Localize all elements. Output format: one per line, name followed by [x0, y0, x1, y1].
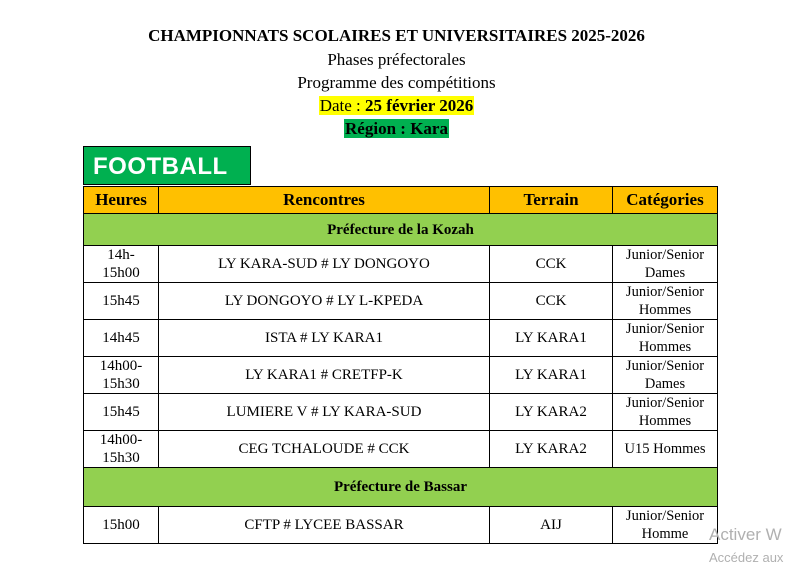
col-header-heures: Heures	[84, 187, 159, 214]
match-cell: LY DONGOYO # LY L-KPEDA	[159, 283, 490, 320]
date-value: 25 février 2026	[365, 96, 474, 115]
phase-subtitle: Phases préfectorales	[327, 50, 466, 69]
match-cell: LY KARA-SUD # LY DONGOYO	[159, 246, 490, 283]
table-row	[84, 283, 718, 320]
category-cell: U15 Hommes	[613, 431, 718, 468]
match-cell: LUMIERE V # LY KARA-SUD	[159, 394, 490, 431]
venue-cell: LY KARA2	[490, 394, 613, 431]
table-row	[84, 246, 718, 283]
table-row	[84, 357, 718, 394]
time-cell: 15h45	[84, 394, 159, 431]
match-cell: CFTP # LYCEE BASSAR	[159, 507, 490, 544]
venue-cell: LY KARA1	[490, 357, 613, 394]
category-cell: Junior/Senior Hommes	[613, 320, 718, 357]
match-cell: ISTA # LY KARA1	[159, 320, 490, 357]
section-title: Préfecture de Bassar	[84, 468, 718, 507]
activation-watermark: Activer W	[709, 525, 782, 544]
document-title: CHAMPIONNATS SCOLAIRES ET UNIVERSITAIRES 2025-2026	[148, 26, 645, 45]
schedule-table	[83, 186, 718, 544]
venue-cell: LY KARA1	[490, 320, 613, 357]
venue-cell: AIJ	[490, 507, 613, 544]
table-row	[84, 394, 718, 431]
category-cell: Junior/Senior Hommes	[613, 394, 718, 431]
category-cell: Junior/Senior Dames	[613, 357, 718, 394]
time-cell: 15h00	[84, 507, 159, 544]
table-row	[84, 507, 718, 544]
category-cell: Junior/Senior Dames	[613, 246, 718, 283]
table-row	[84, 431, 718, 468]
header-row	[84, 187, 718, 214]
venue-cell: LY KARA2	[490, 431, 613, 468]
time-cell: 14h45	[84, 320, 159, 357]
category-cell: Junior/Senior Hommes	[613, 283, 718, 320]
date-label: Date :	[319, 96, 366, 115]
venue-cell: CCK	[490, 246, 613, 283]
time-cell: 14h00- 15h30	[84, 431, 159, 468]
region-line	[0, 119, 793, 139]
col-header-categories: Catégories	[613, 187, 718, 214]
match-cell: LY KARA1 # CRETFP-K	[159, 357, 490, 394]
time-cell: 15h45	[84, 283, 159, 320]
activation-watermark-subtext: Accédez aux	[709, 550, 784, 565]
section-row-bassar	[84, 468, 718, 507]
time-cell: 14h00- 15h30	[84, 357, 159, 394]
col-header-rencontres: Rencontres	[159, 187, 490, 214]
section-row-kozah	[84, 214, 718, 246]
date-line	[0, 96, 793, 116]
program-subtitle: Programme des compétitions	[297, 73, 496, 92]
section-title: Préfecture de la Kozah	[84, 214, 718, 246]
table-row	[84, 320, 718, 357]
col-header-terrain: Terrain	[490, 187, 613, 214]
sport-label: FOOTBALL	[83, 146, 251, 185]
region-label: Région : Kara	[345, 119, 448, 138]
venue-cell: CCK	[490, 283, 613, 320]
category-cell: Junior/Senior Homme	[613, 507, 718, 544]
match-cell: CEG TCHALOUDE # CCK	[159, 431, 490, 468]
time-cell: 14h- 15h00	[84, 246, 159, 283]
